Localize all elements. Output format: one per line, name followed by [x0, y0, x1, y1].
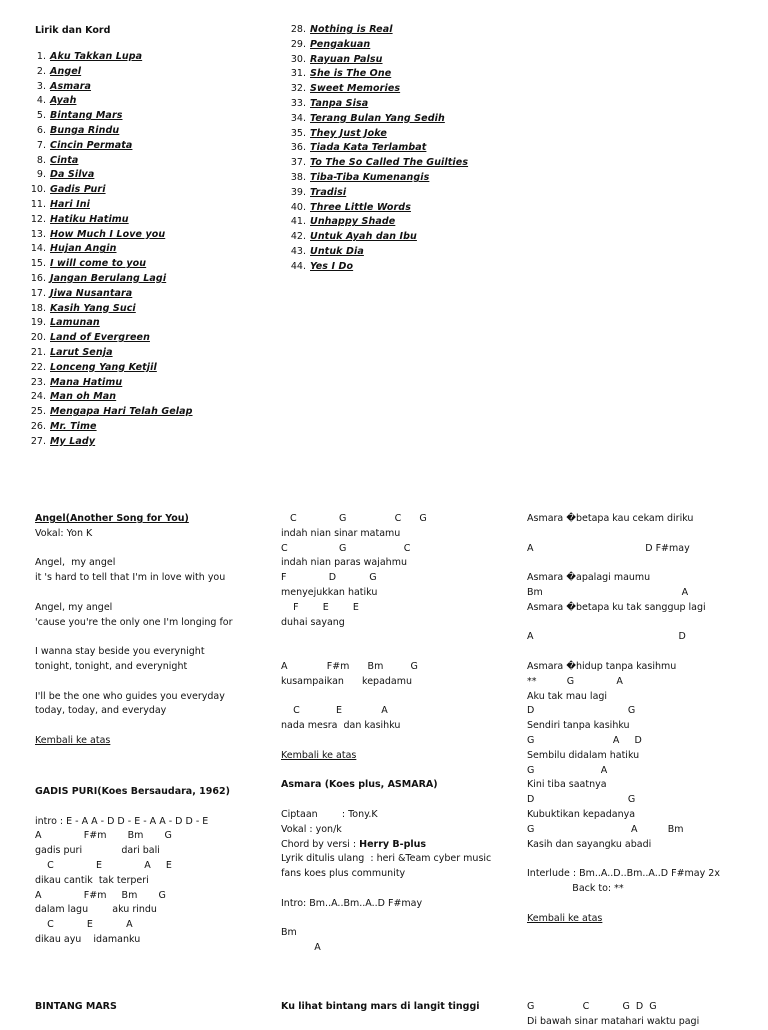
toc-item — [278, 186, 468, 201]
toc-link[interactable]: Rayuan Palsu — [310, 53, 383, 65]
toc-item — [278, 38, 468, 53]
toc-link[interactable]: Aku Takkan Lupa — [50, 51, 143, 62]
toc-link[interactable]: They Just Joke — [310, 127, 387, 139]
toc-number: 43. — [290, 245, 306, 257]
toc-link[interactable]: Hatiku Hatimu — [50, 213, 129, 225]
right-column — [527, 512, 767, 926]
toc-number: 15. — [30, 258, 46, 270]
toc-link[interactable]: Unhappy Shade — [310, 216, 396, 228]
credit-line: Chord by versi : Herry B-plus — [281, 838, 427, 850]
toc-number: 32. — [290, 83, 306, 95]
toc-item — [18, 346, 193, 361]
song-line: C E A — [281, 705, 388, 717]
toc-item — [278, 67, 468, 82]
toc-link[interactable]: How Much I Love you — [50, 228, 166, 240]
back-to-top-link[interactable]: Kembali ke atas — [281, 749, 357, 761]
song-line: A D — [527, 631, 686, 643]
toc-link[interactable]: Bintang Mars — [50, 110, 123, 122]
lyric-line: today, today, and everyday — [35, 705, 167, 717]
song-line: G A Bm — [527, 823, 684, 835]
song-line: dikau ayu idamanku — [35, 933, 141, 945]
toc-link[interactable]: Angel — [50, 65, 82, 77]
toc-link[interactable]: Bunga Rindu — [50, 124, 120, 136]
toc-item — [18, 168, 193, 183]
song-line: D G — [527, 705, 636, 717]
song-line: Sembilu didalam hatiku — [527, 749, 640, 761]
toc-link[interactable]: Hujan Angin — [50, 243, 117, 255]
toc-link[interactable]: Kasih Yang Suci — [50, 302, 136, 314]
toc-number: 1. — [36, 51, 46, 62]
toc-link[interactable]: Lonceng Yang Ketjil — [50, 361, 157, 373]
toc-item — [18, 316, 193, 331]
toc-number: 8. — [36, 154, 46, 166]
toc-link[interactable]: Untuk Ayah dan Ibu — [310, 231, 417, 243]
gadis-puri-section — [35, 785, 275, 948]
toc-item — [278, 23, 468, 38]
credit-line: Lyrik ditulis ulang : heri &Team cyber music — [281, 853, 492, 865]
toc-item — [18, 94, 193, 109]
toc-link[interactable]: Tanpa Sisa — [310, 97, 369, 109]
toc-number: 4. — [36, 95, 46, 107]
song-line: A F#m Bm G — [281, 660, 418, 672]
toc-number: 26. — [30, 420, 46, 432]
toc-item — [278, 215, 468, 230]
toc-item — [18, 228, 193, 243]
toc-item — [18, 109, 193, 124]
toc-item — [18, 198, 193, 213]
toc-link[interactable]: Land of Evergreen — [50, 332, 150, 344]
toc-item — [18, 390, 193, 405]
toc-link[interactable]: Ayah — [50, 95, 77, 107]
toc-number: 35. — [290, 127, 306, 139]
toc-item — [18, 435, 193, 450]
song-line: gadis puri dari bali — [35, 845, 160, 857]
toc-item — [18, 124, 193, 139]
toc-number: 28. — [290, 24, 306, 35]
toc-item — [18, 287, 193, 302]
song-line: dalam lagu aku rindu — [35, 904, 157, 916]
back-to-top-link[interactable]: Kembali ke atas — [35, 734, 111, 746]
toc-item — [18, 242, 193, 257]
song-line: menyejukkan hatiku — [281, 586, 378, 598]
toc-number: 39. — [290, 186, 306, 198]
toc-number: 25. — [30, 406, 46, 418]
toc-number: 10. — [30, 184, 46, 196]
lyric-line: 'cause you're the only one I'm longing for — [35, 616, 233, 628]
song-line: intro : E - A A - D D - E - A A - D D - E — [35, 815, 209, 827]
toc-link[interactable]: To The So Called The Guilties — [310, 157, 469, 169]
bintang-mars-title: BINTANG MARS — [35, 1001, 117, 1012]
credit-line: fans koes plus community — [281, 868, 406, 880]
song-line: A F#m Bm G — [35, 830, 172, 842]
song-line: C G C G — [281, 513, 427, 524]
song-line: Asmara �betapa kau cekam diriku — [527, 513, 694, 524]
song-line: A D F#may — [527, 542, 690, 554]
song-line: D G — [527, 794, 636, 806]
credit-line: Vokal : yon/k — [281, 823, 342, 835]
toc-item — [18, 272, 193, 287]
song-line: ** G A — [527, 675, 623, 687]
toc-item — [18, 405, 193, 420]
toc-item — [18, 80, 193, 95]
song-line: Kubuktikan kepadanya — [527, 808, 636, 820]
toc-item — [278, 127, 468, 142]
toc-item — [18, 257, 193, 272]
song-line: dikau cantik tak terperi — [35, 874, 149, 886]
toc-link[interactable]: Tradisi — [310, 186, 347, 198]
toc-number: 9. — [36, 169, 46, 181]
song-line: Kini tiba saatnya — [527, 779, 607, 791]
toc-item — [18, 183, 193, 198]
toc-list-right — [278, 23, 468, 275]
song-line: A F#m Bm G — [35, 889, 166, 901]
toc-number: 2. — [36, 65, 46, 77]
song-line — [527, 616, 767, 631]
interlude-line: Interlude : Bm..A..D..Bm..A..D F#may 2x — [527, 868, 720, 880]
toc-number: 31. — [290, 68, 306, 80]
toc-link[interactable]: Mana Hatimu — [50, 376, 123, 388]
song-line: indah nian sinar matamu — [281, 527, 401, 539]
toc-number: 23. — [30, 376, 46, 388]
toc-link[interactable]: Lamunan — [50, 317, 100, 329]
back-to-top-link[interactable]: Kembali ke atas — [527, 912, 603, 924]
toc-number: 20. — [30, 332, 46, 344]
toc-link[interactable]: Cincin Permata — [50, 139, 133, 151]
toc-number: 44. — [290, 260, 306, 272]
toc-title: Lirik dan Kord — [35, 25, 111, 36]
toc-item — [278, 171, 468, 186]
toc-number: 42. — [290, 231, 306, 243]
toc-link[interactable]: Pengakuan — [310, 38, 371, 50]
toc-number: 38. — [290, 171, 306, 183]
toc-number: 17. — [30, 287, 46, 299]
lyric-line: Angel, my angel — [35, 557, 116, 569]
toc-item — [18, 139, 193, 154]
toc-item — [278, 156, 468, 171]
toc-link[interactable]: Mr. Time — [50, 420, 97, 432]
toc-item — [278, 201, 468, 216]
song-line — [527, 527, 767, 542]
toc-number: 14. — [30, 243, 46, 255]
toc-item — [18, 50, 193, 65]
toc-link[interactable]: I will come to you — [50, 258, 147, 270]
toc-list-left — [18, 50, 193, 450]
toc-item — [18, 376, 193, 391]
song-line: kusampaikan kepadamu — [281, 675, 413, 687]
song-line — [527, 556, 767, 571]
toc-link[interactable]: Untuk Dia — [310, 245, 364, 257]
toc-number: 41. — [290, 216, 306, 228]
bintang-first-line: Ku lihat bintang mars di langit tinggi — [281, 1001, 480, 1012]
song-line: Kasih dan sayangku abadi — [527, 838, 652, 850]
toc-number: 36. — [290, 142, 306, 154]
toc-item — [18, 154, 193, 169]
toc-link[interactable]: My Lady — [50, 435, 96, 447]
toc-number: 40. — [290, 201, 306, 213]
song-line: C E A — [35, 919, 133, 931]
toc-number: 7. — [36, 139, 46, 151]
toc-number: 34. — [290, 112, 306, 124]
song-line: duhai sayang — [281, 616, 345, 628]
toc-link[interactable]: Nothing is Real — [310, 24, 393, 35]
lyric-line: it 's hard to tell that I'm in love with you — [35, 572, 226, 584]
toc-item — [18, 420, 193, 435]
song-line: indah nian paras wajahmu — [281, 557, 407, 569]
toc-item — [278, 112, 468, 127]
toc-number: 27. — [30, 435, 46, 447]
intro-line: Intro: Bm..A..Bm..A..D F#may — [281, 897, 423, 909]
song-line: G A — [527, 764, 608, 776]
chord-line: A — [281, 942, 321, 954]
lyric-line: I wanna stay beside you everynight — [35, 646, 205, 658]
chord-line: Bm — [281, 927, 297, 939]
lyric-line: Di bawah sinar matahari waktu pagi — [527, 1015, 700, 1027]
toc-link[interactable]: Larut Senja — [50, 346, 113, 358]
toc-number: 13. — [30, 228, 46, 240]
toc-link[interactable]: Terang Bulan Yang Sedih — [310, 112, 445, 124]
song-line: nada mesra dan kasihku — [281, 720, 401, 732]
back-to-line: Back to: ** — [527, 882, 624, 894]
gadis-title: GADIS PURI(Koes Bersaudara, 1962) — [35, 786, 230, 797]
toc-link[interactable]: Tiba-Tiba Kumenangis — [310, 171, 430, 183]
song-line: Sendiri tanpa kasihku — [527, 720, 630, 732]
song-line: Aku tak mau lagi — [527, 690, 608, 702]
toc-number: 33. — [290, 97, 306, 109]
song-line — [527, 645, 767, 660]
toc-number: 24. — [30, 391, 46, 403]
toc-link[interactable]: Sweet Memories — [310, 83, 401, 95]
toc-number: 21. — [30, 346, 46, 358]
toc-link[interactable]: Gadis Puri — [50, 184, 106, 196]
credit-line: Ciptaan : Tony.K — [281, 808, 378, 820]
toc-number: 18. — [30, 302, 46, 314]
toc-number: 37. — [290, 157, 306, 169]
toc-number: 3. — [36, 80, 46, 92]
asmara-title: Asmara (Koes plus, ASMARA) — [281, 779, 438, 791]
chord-line: G C G D G — [527, 1001, 657, 1012]
toc-number: 6. — [36, 124, 46, 136]
toc-item — [18, 213, 193, 228]
lyric-line: I'll be the one who guides you everyday — [35, 690, 225, 702]
toc-number: 11. — [30, 198, 46, 210]
toc-link[interactable]: Cinta — [50, 154, 79, 166]
toc-item — [278, 141, 468, 156]
toc-item — [278, 260, 468, 275]
right-bottom — [527, 1000, 699, 1030]
toc-item — [278, 97, 468, 112]
toc-link[interactable]: Asmara — [50, 80, 92, 92]
song-line: Asmara �apalagi maumu — [527, 572, 651, 584]
toc-number: 19. — [30, 317, 46, 329]
toc-item — [18, 331, 193, 346]
song-line: F E E — [281, 601, 359, 613]
song-line: Asmara �hidup tanpa kasihmu — [527, 660, 677, 672]
toc-link[interactable]: Three Little Words — [310, 201, 411, 213]
toc-link[interactable]: Mengapa Hari Telah Gelap — [50, 406, 193, 418]
toc-item — [18, 361, 193, 376]
angel-title: Angel(Another Song for You) — [35, 513, 189, 524]
toc-item — [278, 230, 468, 245]
angel-section — [35, 512, 275, 749]
toc-item — [278, 82, 468, 97]
toc-number: 16. — [30, 272, 46, 284]
toc-link[interactable]: She is The One — [310, 68, 392, 80]
toc-link[interactable]: Yes I Do — [310, 260, 354, 272]
toc-link[interactable]: Man oh Man — [50, 391, 117, 403]
middle-column — [281, 512, 521, 956]
toc-link[interactable]: Hari Ini — [50, 198, 90, 210]
song-line: Asmara �betapa ku tak sanggup lagi — [527, 601, 706, 613]
toc-number: 12. — [30, 213, 46, 225]
toc-number: 5. — [36, 110, 46, 122]
song-line: Bm A — [527, 586, 689, 598]
toc-link[interactable]: Da Silva — [50, 169, 95, 181]
toc-item — [278, 53, 468, 68]
toc-link[interactable]: Jiwa Nusantara — [50, 287, 133, 299]
lyric-line: Angel, my angel — [35, 601, 113, 613]
toc-number: 30. — [290, 53, 306, 65]
lyric-line: tonight, tonight, and everynight — [35, 660, 188, 672]
toc-item — [18, 302, 193, 317]
toc-number: 22. — [30, 361, 46, 373]
song-line: G A D — [527, 734, 642, 746]
song-line: F D G — [281, 572, 377, 584]
toc-link[interactable]: Tiada Kata Terlambat — [310, 142, 427, 154]
toc-number: 29. — [290, 38, 306, 50]
song-line: C E A E — [35, 859, 172, 871]
toc-item — [18, 65, 193, 80]
angel-vokal: Vokal: Yon K — [35, 527, 93, 539]
toc-link[interactable]: Jangan Berulang Lagi — [50, 272, 167, 284]
song-line: C G C — [281, 542, 411, 554]
toc-item — [278, 245, 468, 260]
